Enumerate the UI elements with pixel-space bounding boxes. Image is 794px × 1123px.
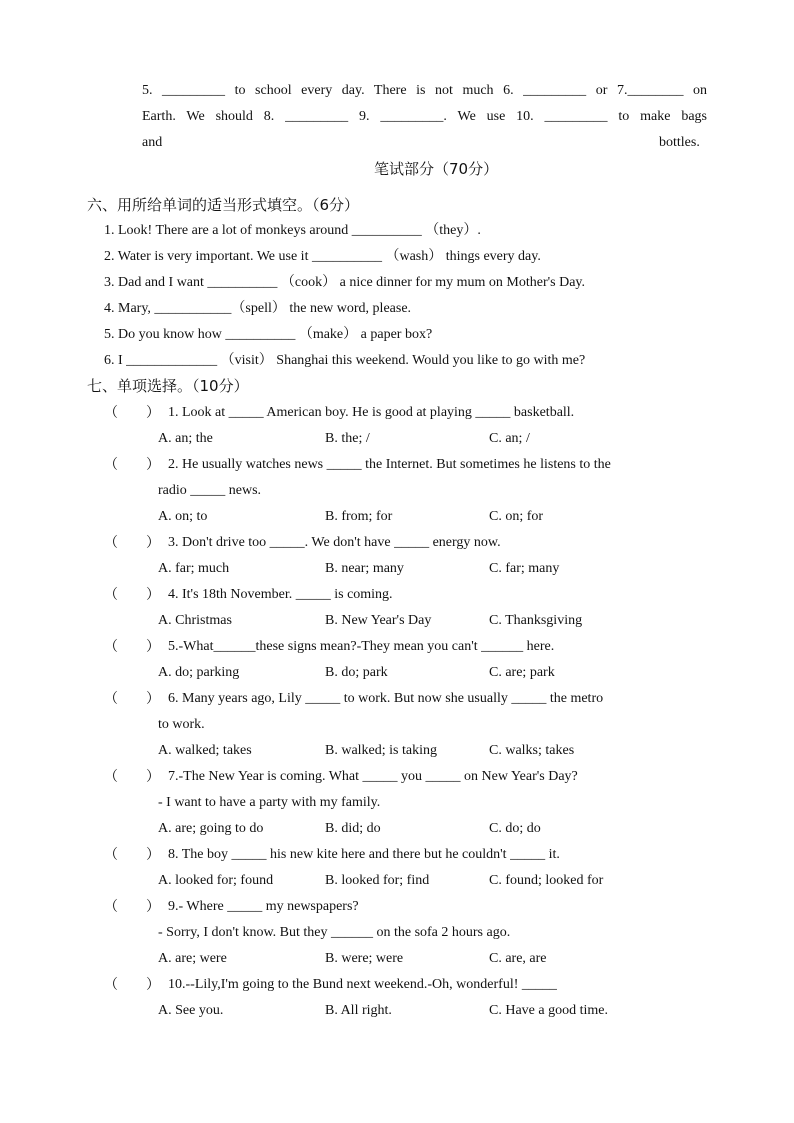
answer-paren: （ ）: [104, 639, 160, 655]
option-c: C. are, are: [489, 951, 547, 966]
answer-paren: （ ）: [104, 457, 160, 473]
option-b: B. the; /: [325, 431, 370, 446]
option-b: B. were; were: [325, 951, 404, 966]
option-b: B. New Year's Day: [325, 613, 432, 628]
option-c: C. Have a good time.: [489, 1003, 608, 1018]
written-section-title: 笔试部分（70分）: [374, 160, 499, 178]
passage-line-2: Earth. We should 8. _________ 9. _________. We use 10. _________ to make bags: [142, 109, 707, 124]
option-a: A. on; to: [158, 509, 208, 524]
option-c: C. Thanksgiving: [489, 613, 583, 628]
option-c: C. found; looked for: [489, 873, 604, 888]
question-text: 3. Don't drive too _____. We don't have _____ energy now.: [168, 535, 501, 550]
option-a: A. are; were: [158, 951, 227, 966]
question-text: 1. Look at _____ American boy. He is good at playing _____ basketball.: [168, 405, 575, 420]
fill-item: 2. Water is very important. We use it __________ （wash） things every day.: [104, 249, 541, 264]
question-text: 6. Many years ago, Lily _____ to work. But now she usually _____ the metro: [168, 691, 604, 706]
answer-paren: （ ）: [104, 769, 160, 785]
section-7-heading: 七、单项选择。（10分）: [87, 377, 249, 395]
answer-paren: （ ）: [104, 535, 160, 551]
option-c: C. far; many: [489, 561, 560, 576]
question-continuation: - Sorry, I don't know. But they ______ on the sofa 2 hours ago.: [158, 925, 511, 940]
option-a: A. Christmas: [158, 613, 232, 628]
passage-line-3-right: bottles.: [659, 135, 700, 150]
answer-paren: （ ）: [104, 691, 160, 707]
question-continuation: radio _____ news.: [158, 483, 262, 498]
option-a: A. far; much: [158, 561, 230, 576]
option-c: C. do; do: [489, 821, 541, 836]
fill-item: 6. I _____________ （visit） Shanghai this weekend. Would you like to go with me?: [104, 353, 586, 368]
question-text: 7.-The New Year is coming. What _____ you _____ on New Year's Day?: [168, 769, 578, 784]
option-c: C. walks; takes: [489, 743, 575, 758]
fill-item: 3. Dad and I want __________ （cook） a nice dinner for my mum on Mother's Day.: [104, 275, 586, 290]
passage-line-1: 5. _________ to school every day. There is not much 6. _________ or 7.________ on: [142, 83, 707, 98]
option-a: A. looked for; found: [158, 873, 274, 888]
answer-paren: （ ）: [104, 847, 160, 863]
option-a: A. an; the: [158, 431, 213, 446]
question-text: 4. It's 18th November. _____ is coming.: [168, 587, 393, 602]
option-b: B. did; do: [325, 821, 381, 836]
answer-paren: （ ）: [104, 899, 160, 915]
option-b: B. from; for: [325, 509, 393, 524]
passage-line-3-left: and: [142, 135, 163, 150]
answer-paren: （ ）: [104, 405, 160, 421]
option-b: B. do; park: [325, 665, 388, 680]
question-text: 2. He usually watches news _____ the Internet. But sometimes he listens to the: [168, 457, 611, 472]
question-text: 9.- Where _____ my newspapers?: [168, 899, 359, 914]
fill-item: 4. Mary, ___________（spell） the new word, please.: [104, 301, 412, 316]
question-text: 10.--Lily,I'm going to the Bund next weekend.-Oh, wonderful! _____: [168, 977, 557, 992]
question-text: 8. The boy _____ his new kite here and there but he couldn't _____ it.: [168, 847, 560, 862]
question-text: 5.-What______these signs mean?-They mean you can't ______ here.: [168, 639, 555, 654]
option-a: A. See you.: [158, 1003, 224, 1018]
question-continuation: to work.: [158, 717, 205, 732]
answer-paren: （ ）: [104, 587, 160, 603]
option-b: B. walked; is taking: [325, 743, 437, 758]
option-a: A. walked; takes: [158, 743, 252, 758]
option-a: A. are; going to do: [158, 821, 264, 836]
option-c: C. on; for: [489, 509, 544, 524]
option-b: B. near; many: [325, 561, 404, 576]
option-a: A. do; parking: [158, 665, 240, 680]
section-6-heading: 六、用所给单词的适当形式填空。（6分）: [87, 196, 360, 214]
question-continuation: - I want to have a party with my family.: [158, 795, 381, 810]
answer-paren: （ ）: [104, 977, 160, 993]
option-c: C. are; park: [489, 665, 555, 680]
fill-item: 5. Do you know how __________ （make） a paper box?: [104, 327, 433, 342]
fill-item: 1. Look! There are a lot of monkeys around __________ （they）.: [104, 223, 481, 238]
option-b: B. All right.: [325, 1003, 392, 1018]
option-c: C. an; /: [489, 431, 530, 446]
option-b: B. looked for; find: [325, 873, 430, 888]
